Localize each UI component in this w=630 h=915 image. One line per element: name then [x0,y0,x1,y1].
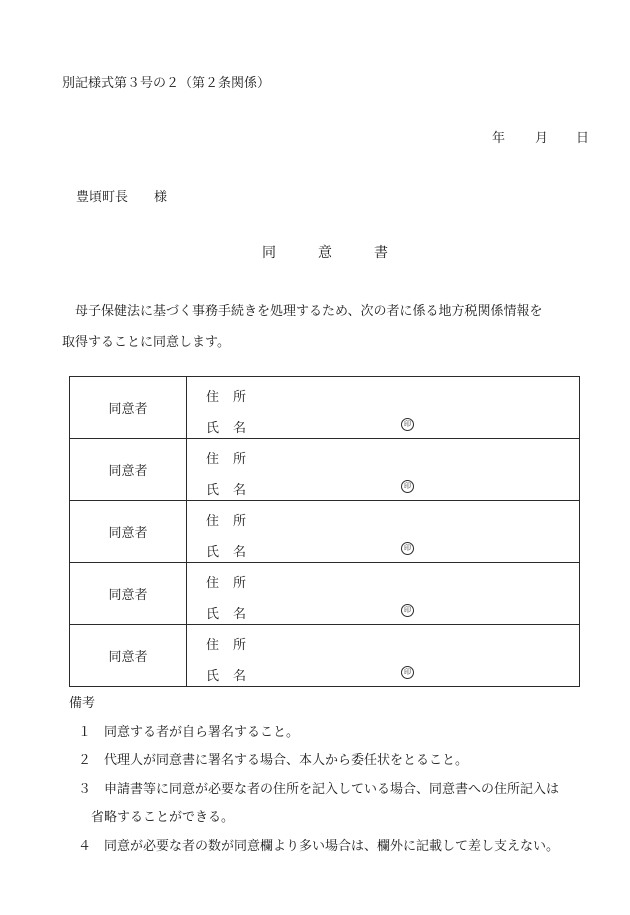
name-label-char-2: 名 [233,421,247,436]
name-label-char-2: 名 [233,669,247,684]
name-field[interactable] [206,417,246,436]
name-label-char-2: 名 [233,483,247,498]
name-field[interactable] [206,541,246,560]
consent-row [70,625,580,687]
note-text: 申請書等に同意が必要な者の住所を記入している場合、同意書への住所記入は [104,782,560,797]
name-field[interactable] [206,603,246,622]
address-label-char-2: 所 [233,390,247,405]
consent-row [70,377,580,439]
consenter-label: 同意者 [70,563,187,625]
consent-statement-line-2: 取得することに同意します。 [62,335,230,350]
consenter-label: 同意者 [70,625,187,687]
consenter-label: 同意者 [70,439,187,501]
consent-row [70,501,580,563]
note-item-1 [78,721,299,740]
consenter-label: 同意者 [70,501,187,563]
title-char-3: 書 [374,245,388,261]
consenter-fields [187,501,580,563]
note-number: ２ [78,753,92,768]
note-item-4 [78,835,559,854]
address-label-char-1: 住 [206,390,220,405]
consent-statement [62,296,587,358]
note-number: ３ [78,782,92,797]
address-label-char-1: 住 [206,576,220,591]
address-label-char-2: 所 [233,576,247,591]
address-label-char-2: 所 [233,452,247,467]
address-label-char-2: 所 [233,638,247,653]
notes-heading: 備考 [69,696,96,711]
date-month-label: 月 [535,131,549,146]
name-label-char-2: 名 [233,545,247,560]
address-field[interactable] [206,386,246,405]
name-label-char-2: 名 [233,607,247,622]
document-title [0,242,630,260]
consent-statement-line-1: 母子保健法に基づく事務手続きを処理するため、次の者に係る地方税関係情報を [75,304,543,319]
seal-mark: 印 [401,542,414,555]
title-char-1: 同 [262,245,276,261]
note-item-3-continuation: 省略することができる。 [91,810,235,825]
note-item-2 [78,749,468,768]
note-text: 同意が必要な者の数が同意欄より多い場合は、欄外に記載して差し支えない。 [104,839,560,854]
address-field[interactable] [206,634,246,653]
addressee-name: 豊頃町長 [76,190,129,205]
consenter-fields [187,563,580,625]
note-item-3 [78,778,559,797]
consent-row [70,563,580,625]
name-field[interactable] [206,665,246,684]
name-label-char-1: 氏 [206,421,220,436]
note-text: 代理人が同意書に署名する場合、本人から委任状をとること。 [104,753,469,768]
address-field[interactable] [206,510,246,529]
address-label-char-2: 所 [233,514,247,529]
consent-row [70,439,580,501]
address-field[interactable] [206,448,246,467]
name-label-char-1: 氏 [206,483,220,498]
consenter-fields [187,625,580,687]
name-field[interactable] [206,479,246,498]
addressee [76,186,167,205]
note-number: ４ [78,839,92,854]
note-text: 同意する者が自ら署名すること。 [104,725,300,740]
addressee-honorific: 様 [154,190,168,205]
date-year-label: 年 [492,131,506,146]
address-label-char-1: 住 [206,452,220,467]
consenter-fields [187,377,580,439]
date-line [0,127,630,145]
name-label-char-1: 氏 [206,607,220,622]
seal-mark: 印 [401,418,414,431]
name-label-char-1: 氏 [206,545,220,560]
seal-mark: 印 [401,666,414,679]
address-field[interactable] [206,572,246,591]
consent-table [69,376,580,687]
consenter-label: 同意者 [70,377,187,439]
address-label-char-1: 住 [206,514,220,529]
consenter-fields [187,439,580,501]
seal-mark: 印 [401,480,414,493]
date-day-label: 日 [576,131,590,146]
form-number: 別記様式第３号の２（第２条関係） [62,76,271,91]
seal-mark: 印 [401,604,414,617]
address-label-char-1: 住 [206,638,220,653]
note-number: １ [78,725,92,740]
title-char-2: 意 [318,245,332,261]
name-label-char-1: 氏 [206,669,220,684]
